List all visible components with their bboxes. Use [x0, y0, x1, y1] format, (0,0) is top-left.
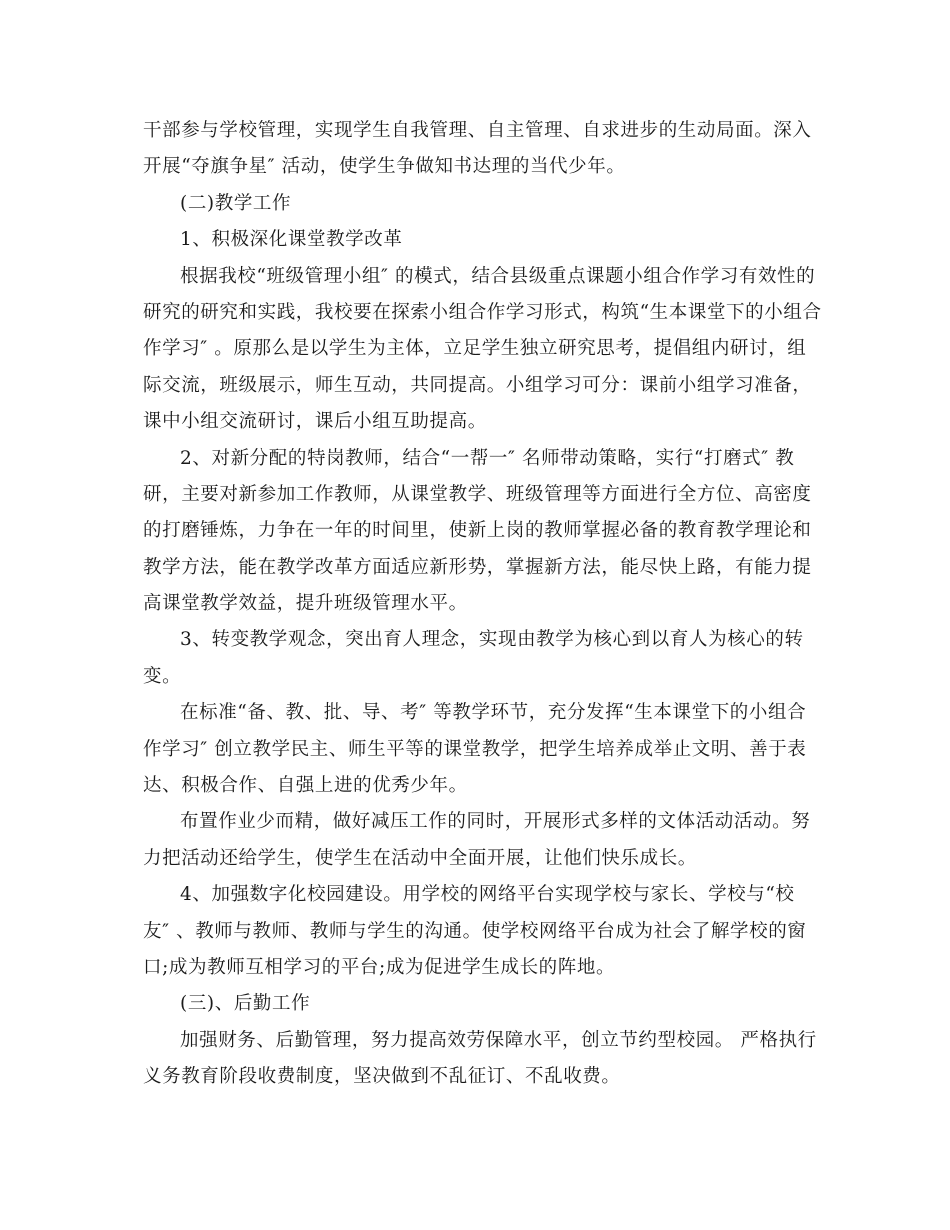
paragraph-line: 义务教育阶段收费制度，坚决做到不乱征订、不乱收费。	[143, 1066, 621, 1088]
paragraph-line: 在标准“备、教、批、导、考″ 等教学环节，充分发挥“生本课堂下的小组合	[180, 702, 807, 724]
paragraph-line: 口;成为教师互相学习的平台;成为促进学生成长的阵地。	[143, 956, 616, 978]
section-heading: (三)、后勤工作	[180, 993, 311, 1015]
paragraph-line: 3、转变教学观念，突出育人理念，实现由教学为核心到以育人为核心的转	[180, 629, 804, 651]
paragraph-line: 变。	[143, 665, 182, 687]
paragraph-line: 际交流，班级展示，师生互动，共同提高。小组学习可分：课前小组学习准备，	[143, 374, 812, 396]
paragraph-line: 4、加强数字化校园建设。用学校的网络平台实现学校与家长、学校与“校	[180, 884, 795, 906]
paragraph-line: 达、积极合作、自强上进的优秀少年。	[143, 775, 468, 797]
paragraph-line: 开展“夺旗争星″ 活动，使学生争做知书达理的当代少年。	[143, 156, 626, 178]
paragraph-line: 教学方法，能在教学改革方面适应新形势，掌握新方法，能尽快上路，有能力提	[143, 556, 812, 578]
paragraph-line: 布置作业少而精，做好减压工作的同时，开展形式多样的文体活动活动。努	[180, 811, 811, 833]
section-heading: (二)教学工作	[180, 192, 292, 214]
paragraph-line: 的打磨锤炼，力争在一年的时间里，使新上岗的教师掌握必备的教育教学理论和	[143, 520, 812, 542]
paragraph-line: 加强财务、后勤管理，努力提高效劳保障水平，创立节约型校园。 严格执行	[180, 1029, 817, 1051]
subsection-heading: 1、积极深化课堂教学改革	[180, 229, 403, 251]
paragraph-line: 力把活动还给学生，使学生在活动中全面开展，让他们快乐成长。	[143, 847, 697, 869]
paragraph-line: 研，主要对新参加工作教师，从课堂教学、班级管理等方面进行全方位、高密度	[143, 483, 812, 505]
paragraph-line: 根据我校“班级管理小组″ 的模式，结合县级重点课题小组合作学习有效性的	[180, 265, 816, 287]
paragraph-line: 2、对新分配的特岗教师，结合“一帮一″ 名师带动策略，实行“打磨式″ 教	[180, 447, 795, 469]
paragraph-line: 作学习″ 创立教学民主、师生平等的课堂教学，把学生培养成举止文明、善于表	[143, 738, 807, 760]
paragraph-line: 研究的研究和实践，我校要在探索小组合作学习形式，构筑“生本课堂下的小组合	[143, 301, 822, 323]
paragraph-line: 高课堂教学效益，提升班级管理水平。	[143, 593, 468, 615]
paragraph-line: 干部参与学校管理，实现学生自我管理、自主管理、自求进步的生动局面。深入	[143, 120, 812, 141]
paragraph-line: 友″ 、教师与教师、教师与学生的沟通。使学校网络平台成为社会了解学校的窗	[143, 920, 807, 942]
document-body	[143, 113, 822, 1096]
paragraph-line: 作学习″ 。原那么是以学生为主体，立足学生独立研究思考，提倡组内研讨，组	[143, 338, 807, 360]
paragraph-line: 课中小组交流研讨，课后小组互助提高。	[143, 411, 487, 433]
